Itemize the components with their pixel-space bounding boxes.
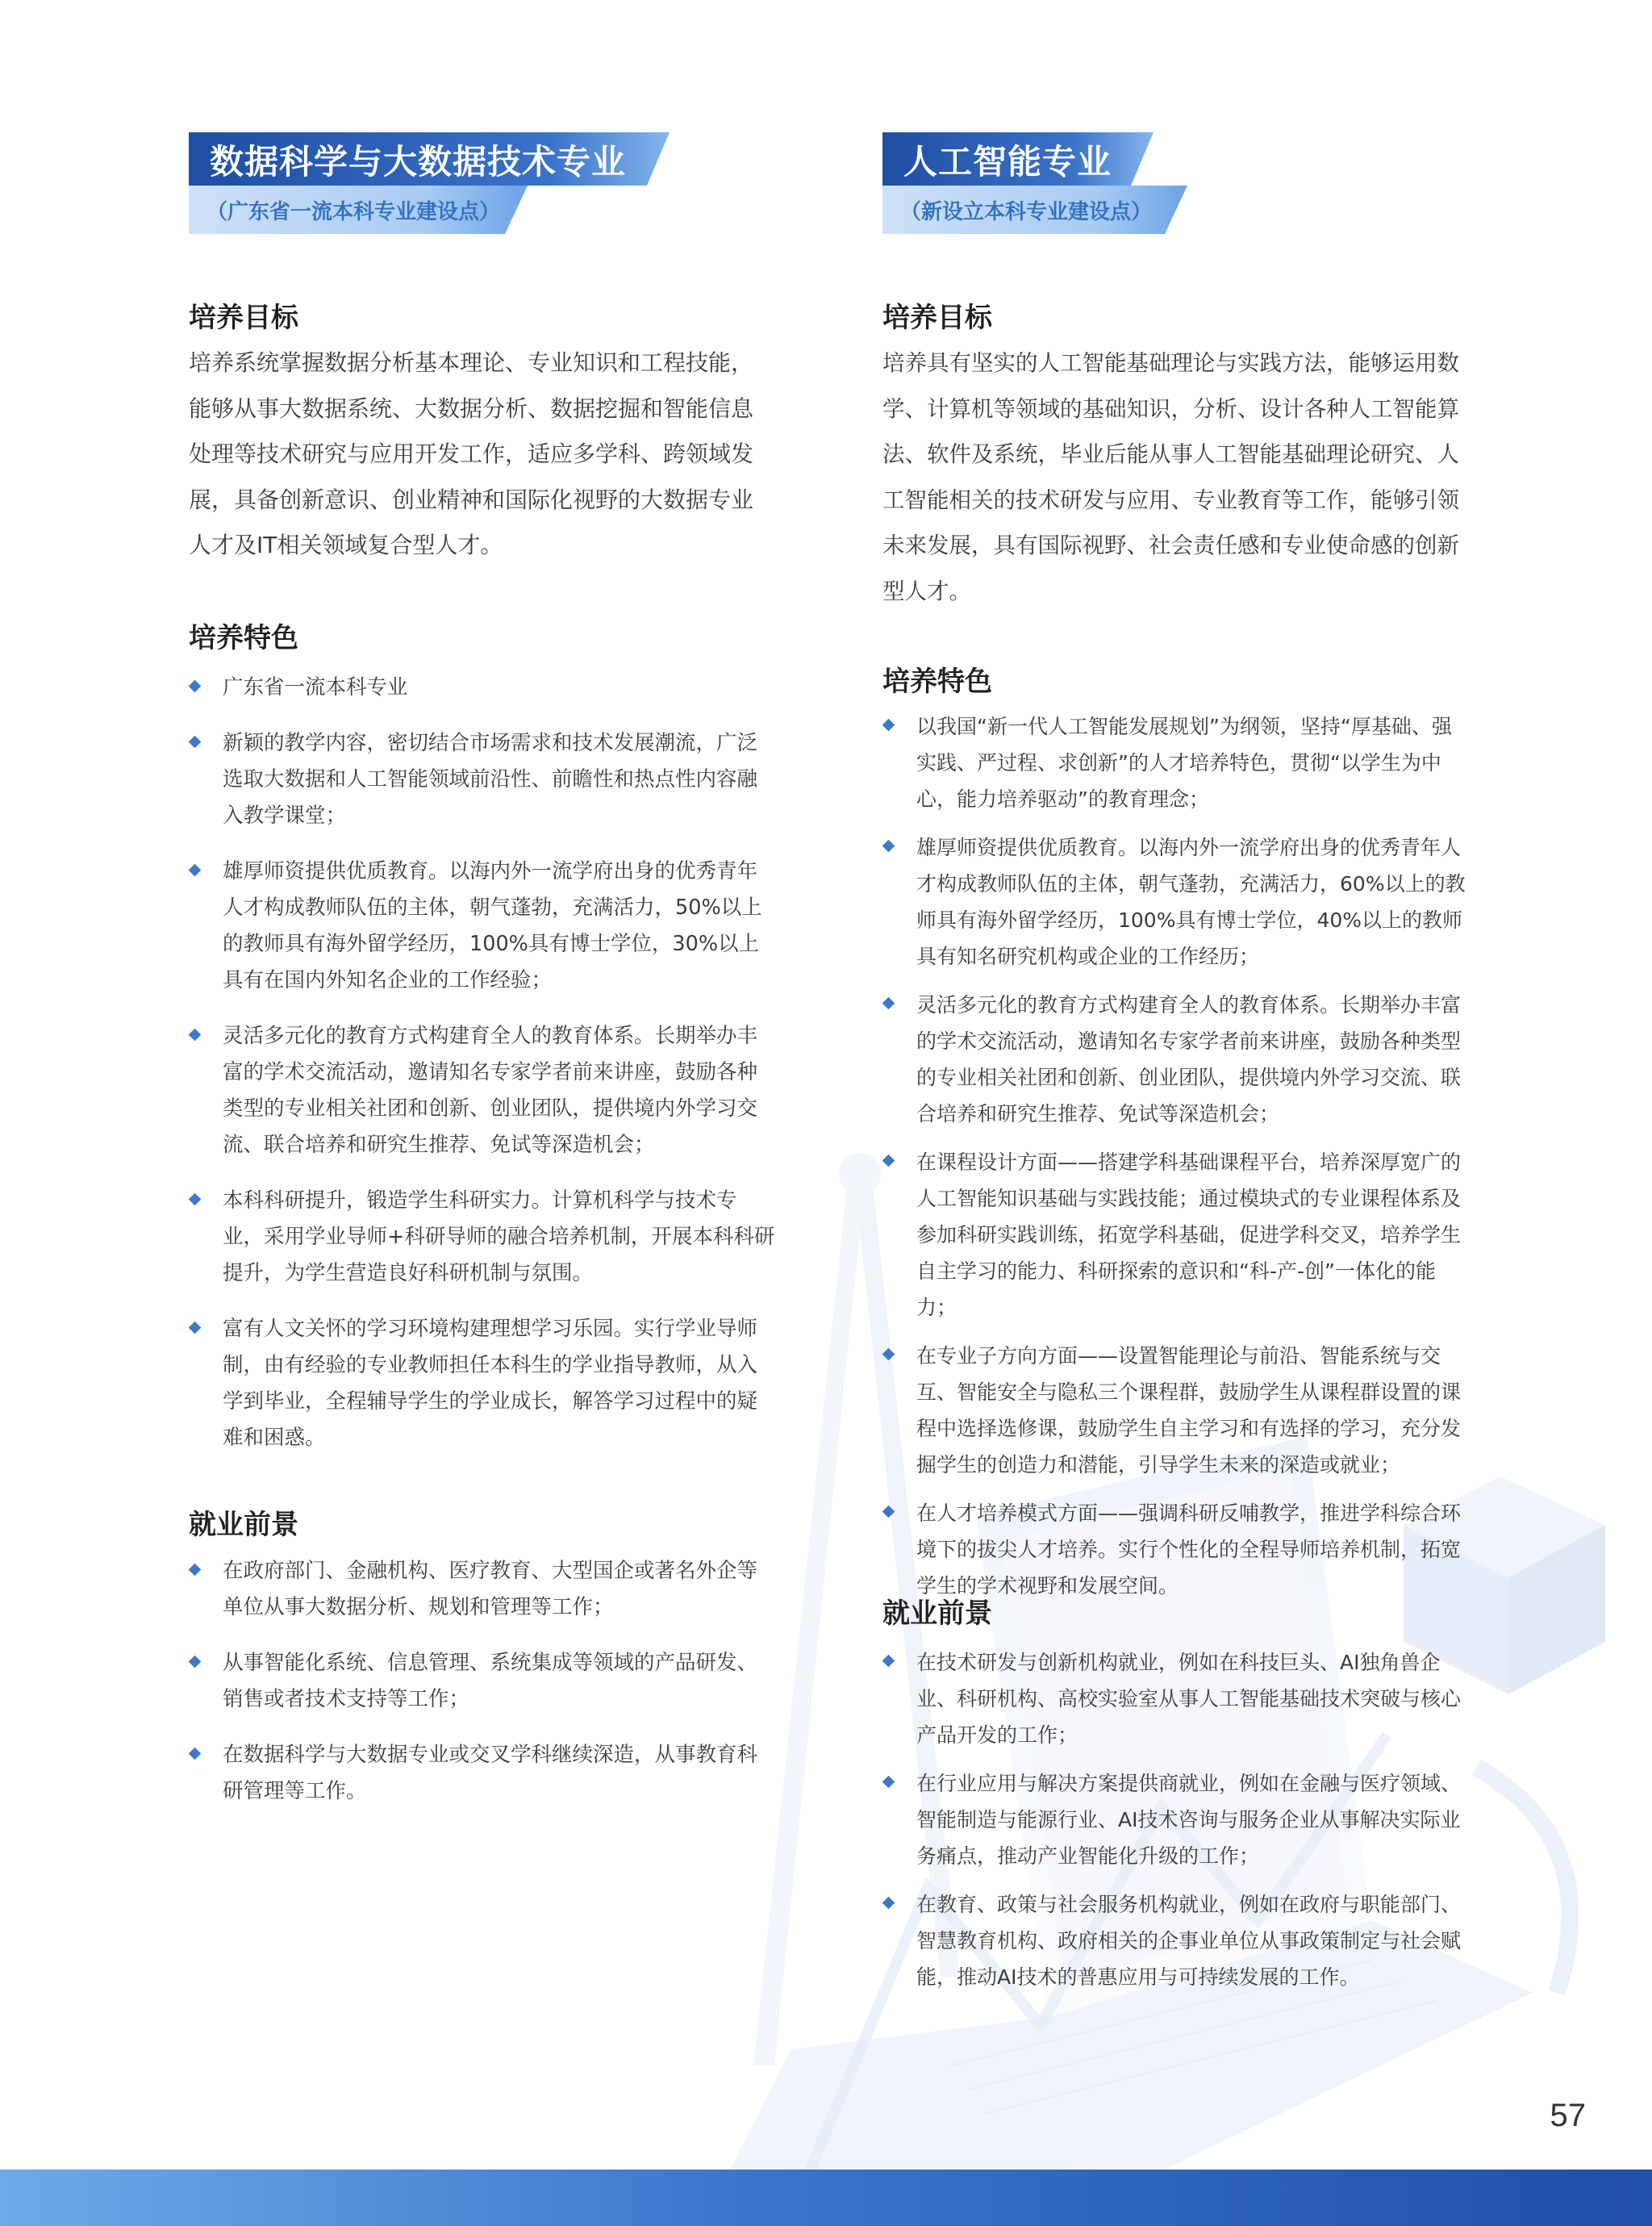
list-item: 雄厚师资提供优质教育。以海内外一流学府出身的优秀青年人才构成教师队伍的主体，朝气蓬勃，充满活力，60%以上的教师具有海外留学经历，100%具有博士学位，40%以上的教师具有知名研究机构或企业的工作经历； [882, 829, 1467, 975]
diamond-bullet-icon [189, 1564, 202, 1577]
section-heading-career: 就业前景 [189, 1509, 298, 1541]
diamond-bullet-icon [189, 864, 202, 877]
list-item: 在技术研发与创新机构就业，例如在科技巨头、AI独角兽企业、科研机构、高校实验室从事人工智能基础技术突破与核心产品开发的工作； [882, 1644, 1467, 1753]
diamond-bullet-icon [189, 680, 202, 693]
major-subtitle: （广东省一流本科专业建设点） [206, 200, 501, 224]
diamond-bullet-icon [882, 719, 895, 732]
diamond-bullet-icon [882, 1506, 895, 1518]
diamond-bullet-icon [882, 997, 895, 1010]
list-item: 灵活多元化的教育方式构建育全人的教育体系。长期举办丰富的学术交流活动，邀请知名专家学者前来讲座，鼓励各种类型的专业相关社团和创新、创业团队，提供境内外学习交流、联合培养和研究生推荐、免试等深造机会； [882, 987, 1467, 1132]
list-item: 富有人文关怀的学习环境构建理想学习乐园。实行学业导师制，由有经验的专业教师担任本科生的学业指导教师，从入学到毕业，全程辅导学生的学业成长，解答学习过程中的疑难和困惑。 [189, 1311, 778, 1456]
goal-paragraph: 培养系统掌握数据分析基本理论、专业知识和工程技能，能够从事大数据系统、大数据分析、数据挖掘和智能信息处理等技术研究与应用开发工作，适应多学科、跨领域发展，具备创新意识、创业精神和国际化视野的大数据专业人才及IT相关领域复合型人才。 [189, 349, 754, 558]
section-heading-features: 培养特色 [189, 622, 298, 654]
career-list [882, 1644, 1467, 1995]
features-list [882, 708, 1467, 1604]
page-number: 57 [1550, 2098, 1586, 2133]
major-subtitle: （新设立本科专业建设点） [900, 200, 1153, 224]
career-list [189, 1553, 778, 1810]
diamond-bullet-icon [189, 736, 202, 749]
features-list [189, 670, 778, 1456]
goal-paragraph: 培养具有坚实的人工智能基础理论与实践方法，能够运用数学、计算机等领域的基础知识，分析、设计各种人工智能算法、软件及系统，毕业后能从事人工智能基础理论研究、人工智能相关的技术研发与应用、专业教育等工作，能够引领未来发展，具有国际视野、社会责任感和专业使命感的创新型人才。 [882, 350, 1459, 604]
diamond-bullet-icon [189, 1322, 202, 1334]
diamond-bullet-icon [882, 1655, 895, 1668]
list-item: 在政府部门、金融机构、医疗教育、大型国企或著名外企等单位从事大数据分析、规划和管理等工作； [189, 1553, 778, 1626]
list-item: 在行业应用与解决方案提供商就业，例如在金融与医疗领域、智能制造与能源行业、AI技术咨询与服务企业从事解决实际业务痛点，推动产业智能化升级的工作； [882, 1765, 1467, 1874]
list-item: 以我国“新一代人工智能发展规划”为纲领，坚持“厚基础、强实践、严过程、求创新”的人才培养特色，贯彻“以学生为中心，能力培养驱动”的教育理念； [882, 708, 1467, 817]
diamond-bullet-icon [882, 840, 895, 853]
diamond-bullet-icon [189, 1748, 202, 1760]
list-item: 在专业子方向方面——设置智能理论与前沿、智能系统与交互、智能安全与隐私三个课程群，鼓励学生从课程群设置的课程中选择选修课，鼓励学生自主学习和有选择的学习，充分发掘学生的创造力和潜能，引导学生未来的深造或就业； [882, 1338, 1467, 1483]
arc-illustration [1476, 1767, 1570, 1993]
list-item: 在课程设计方面——搭建学科基础课程平台，培养深厚宽广的人工智能知识基础与实践技能；通过模块式的专业课程体系及参加科研实践训练，拓宽学科基础，促进学科交叉，培养学生自主学习的能力、科研探索的意识和“科-产-创”一体化的能力； [882, 1144, 1467, 1326]
list-item: 从事智能化系统、信息管理、系统集成等领域的产品研发、销售或者技术支持等工作； [189, 1645, 778, 1718]
diamond-bullet-icon [189, 1029, 202, 1042]
diamond-bullet-icon [882, 1897, 895, 1910]
list-item: 在教育、政策与社会服务机构就业，例如在政府与职能部门、智慧教育机构、政府相关的企事业单位从事政策制定与社会赋能，推动AI技术的普惠应用与可持续发展的工作。 [882, 1886, 1467, 1995]
major-title: 数据科学与大数据技术专业 [210, 142, 627, 182]
diamond-bullet-icon [189, 1193, 202, 1206]
diamond-bullet-icon [882, 1348, 895, 1361]
section-heading-features: 培养特色 [882, 666, 992, 698]
footer-gradient-bar [0, 2170, 1652, 2226]
diamond-bullet-icon [882, 1155, 895, 1167]
section-heading-goal: 培养目标 [882, 302, 992, 334]
section-heading-goal: 培养目标 [189, 302, 298, 334]
diamond-bullet-icon [189, 1656, 202, 1668]
section-heading-career: 就业前景 [882, 1597, 992, 1630]
list-item: 在人才培养模式方面——强调科研反哺教学，推进学科综合环境下的拔尖人才培养。实行个性化的全程导师培养机制，拓宽学生的学术视野和发展空间。 [882, 1495, 1467, 1604]
list-item: 本科科研提升，锻造学生科研实力。计算机科学与技术专业，采用学业导师+科研导师的融合培养机制，开展本科科研提升，为学生营造良好科研机制与氛围。 [189, 1183, 778, 1292]
list-item: 广东省一流本科专业 [189, 670, 778, 706]
list-item: 新颖的教学内容，密切结合市场需求和技术发展潮流，广泛选取大数据和人工智能领域前沿性、前瞻性和热点性内容融入教学课堂； [189, 725, 778, 834]
list-item: 灵活多元化的教育方式构建育全人的教育体系。长期举办丰富的学术交流活动，邀请知名专家学者前来讲座，鼓励各种类型的专业相关社团和创新、创业团队，提供境内外学习交流、联合培养和研究生推荐、免试等深造机会； [189, 1018, 778, 1163]
major-title: 人工智能专业 [903, 142, 1112, 182]
list-item: 在数据科学与大数据专业或交叉学科继续深造，从事教育科研管理等工作。 [189, 1737, 778, 1810]
diamond-bullet-icon [882, 1776, 895, 1789]
list-item: 雄厚师资提供优质教育。以海内外一流学府出身的优秀青年人才构成教师队伍的主体，朝气蓬勃，充满活力，50%以上的教师具有海外留学经历，100%具有博士学位，30%以上具有在国内外知名企业的工作经验； [189, 854, 778, 999]
